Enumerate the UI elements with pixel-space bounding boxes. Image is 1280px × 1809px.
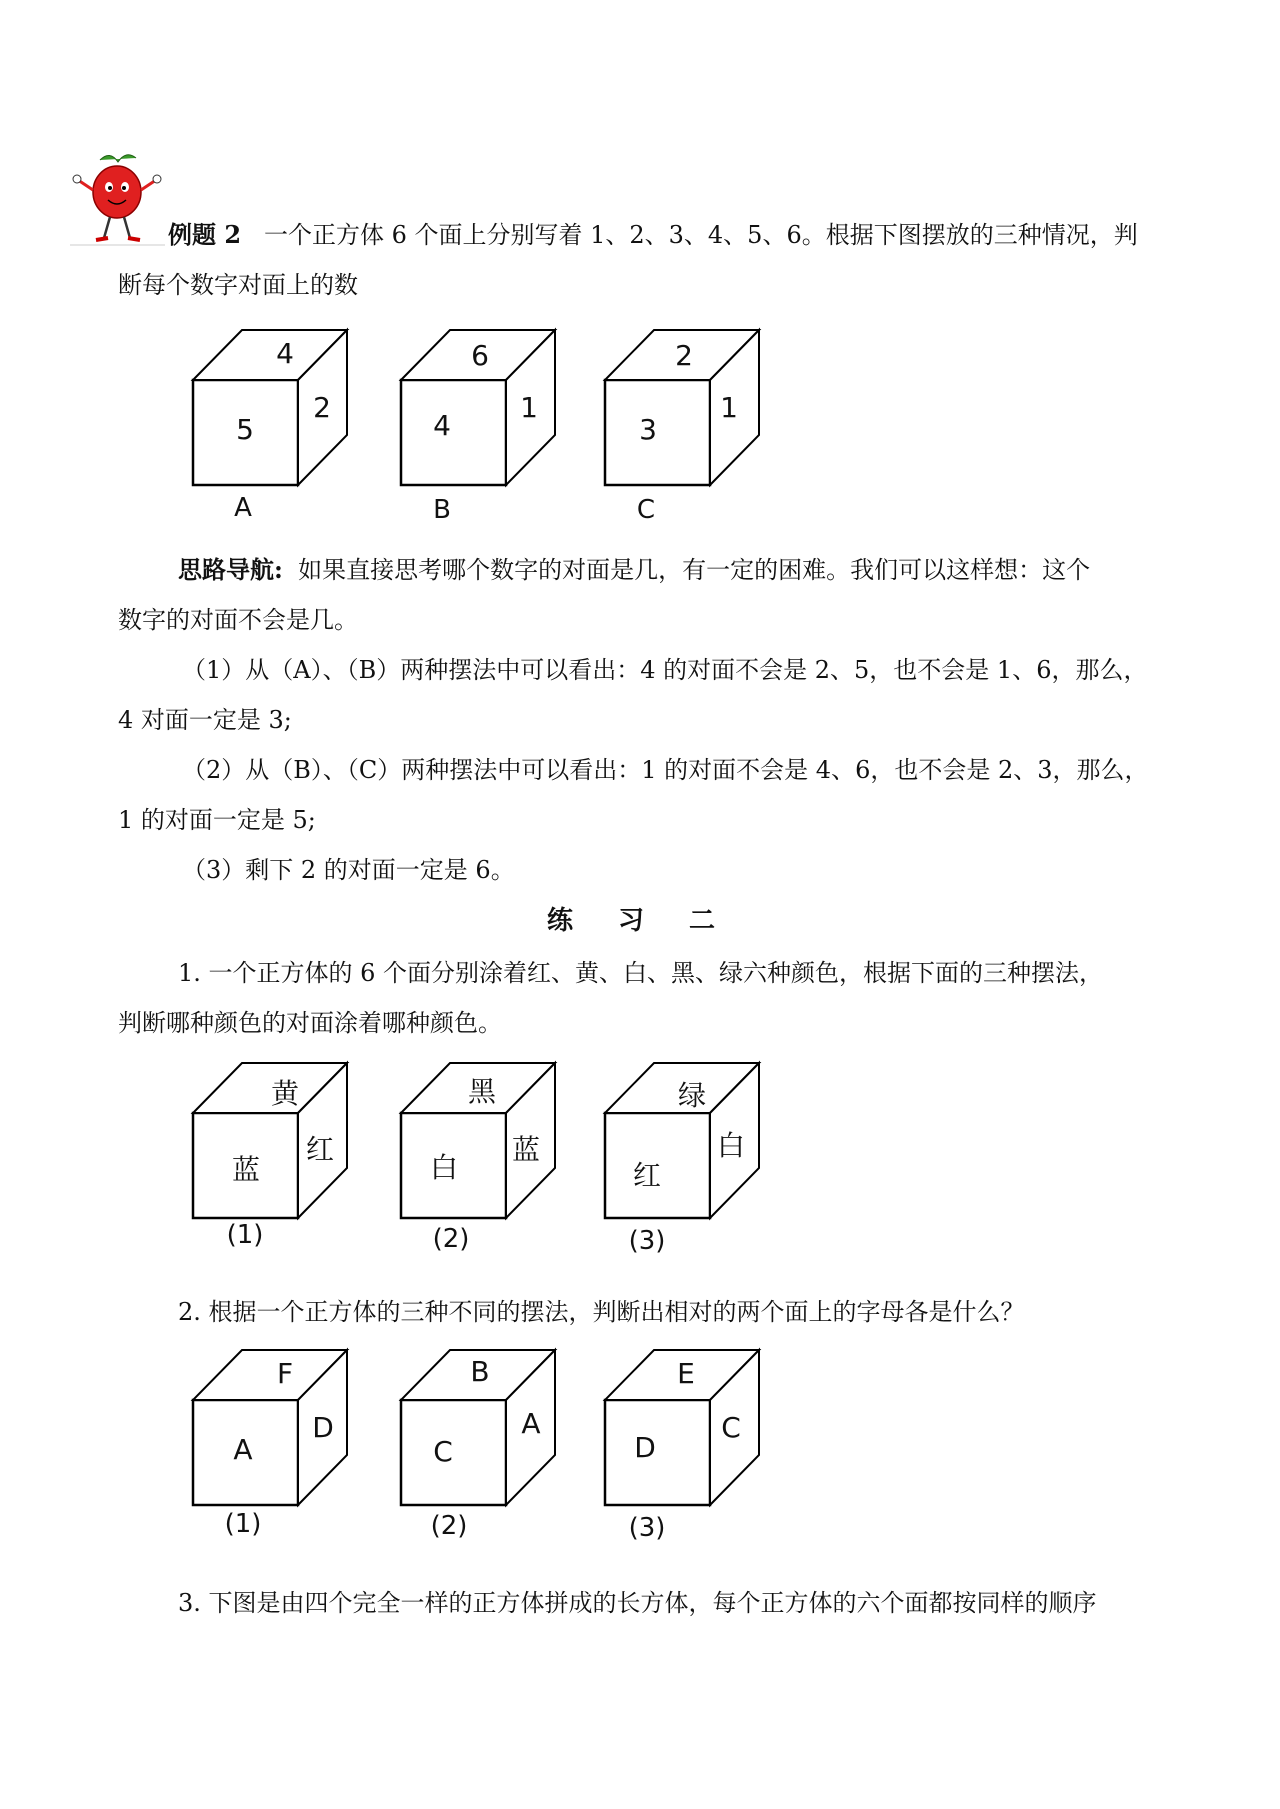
q2-cube-1-front: A [233,1433,253,1466]
q2-cube-3-caption: (3) [628,1513,666,1543]
step-1-line-1: （1）从（A）、（B）两种摆法中可以看出：4 的对面不会是 2、5，也不会是 1、6，那么， [182,656,1148,684]
cube-c-top: 2 [675,339,693,372]
cube-a [190,325,365,525]
q1-cube-2-top: 黑 [467,1075,496,1108]
q2-cube-2 [398,1345,573,1545]
q1-cube-1-front: 蓝 [231,1153,260,1186]
q1-cube-3-front: 红 [632,1159,661,1192]
q1-cube-2-front: 白 [429,1151,458,1184]
step-2-line-1: （2）从（B）、（C）两种摆法中可以看出：1 的对面不会是 4、6，也不会是 2、3，那么， [182,756,1149,784]
q2-cube-2-side: A [521,1407,541,1440]
q2-cube-1 [190,1345,365,1545]
cube-b-caption: B [433,495,451,525]
q1-cube-1-side: 红 [305,1133,334,1166]
cube-a-top: 4 [276,337,294,370]
analysis-label: 思路导航: [178,555,283,584]
cube-b-top: 6 [471,339,489,372]
q3-line-1: 3. 下图是由四个完全一样的正方体拼成的长方体，每个正方体的六个面都按同样的顺序 [178,1589,1097,1617]
cube-c-front: 3 [639,413,657,446]
q1-cube-3-top: 绿 [677,1079,706,1112]
q2-cube-3-top: E [677,1357,695,1390]
q1-line-1: 1. 一个正方体的 6 个面分别涂着红、黄、白、黑、绿六种颜色，根据下面的三种摆法， [178,959,1104,987]
q2-cube-3-side: C [721,1411,741,1444]
cube-b-front: 4 [433,409,451,442]
q1-cube-2-caption: (2) [432,1224,470,1254]
cube-b [398,325,573,525]
q2-cube-1-top: F [276,1357,294,1390]
example-text-1: 一个正方体 6 个面上分别写着 1、2、3、4、5、6。根据下图摆放的三种情况，判 [263,221,1138,249]
cube-c-side: 1 [720,391,738,424]
cube-b-side: 1 [520,391,538,424]
example-line-2: 断每个数字对面上的数 [118,271,358,299]
q1-cube-2 [398,1058,573,1258]
q1-cube-2-side: 蓝 [511,1133,540,1166]
q1-line-2: 判断哪种颜色的对面涂着哪种颜色。 [118,1009,502,1037]
q2-cube-3-front: D [634,1431,656,1464]
example-label: 例题 2 [168,220,242,249]
q1-cube-3-caption: (3) [628,1226,666,1256]
q1-cube-3 [602,1058,777,1258]
step-3: （3）剩下 2 的对面一定是 6。 [182,856,515,884]
q2-cube-2-caption: (2) [430,1511,468,1541]
q2-cube-2-front: C [433,1435,453,1468]
q1-cube-3-side: 白 [716,1129,745,1162]
q1-cube-1 [190,1058,365,1258]
cube-c [602,325,777,525]
apple-mascot-icon [70,150,165,250]
faded-text-area [376,268,466,298]
q2-cube-1-caption: (1) [224,1509,262,1539]
cube-a-caption: A [234,493,252,523]
cube-c-caption: C [636,495,656,525]
q1-cube-1-caption: (1) [226,1220,264,1250]
analysis-line-2: 数字的对面不会是几。 [118,606,358,634]
q2-line-1: 2. 根据一个正方体的三种不同的摆法，判断出相对的两个面上的字母各是什么？ [178,1298,1025,1326]
q2-cube-2-top: B [470,1355,490,1388]
analysis-line-1 [178,545,1178,595]
cube-a-front: 5 [236,413,254,446]
step-2-line-2: 1 的对面一定是 5; [118,806,316,834]
q2-cube-3 [602,1345,777,1545]
cube-a-side: 2 [313,391,331,424]
analysis-text-1: 如果直接思考哪个数字的对面是几，有一定的困难。我们可以这样想：这个 [298,556,1091,584]
example-line-1 [168,210,1178,260]
q2-cube-1-side: D [312,1411,334,1444]
step-1-line-2: 4 对面一定是 3; [118,706,292,734]
exercise-title: 练 习 二 [546,906,734,936]
q1-cube-1-top: 黄 [270,1077,299,1110]
